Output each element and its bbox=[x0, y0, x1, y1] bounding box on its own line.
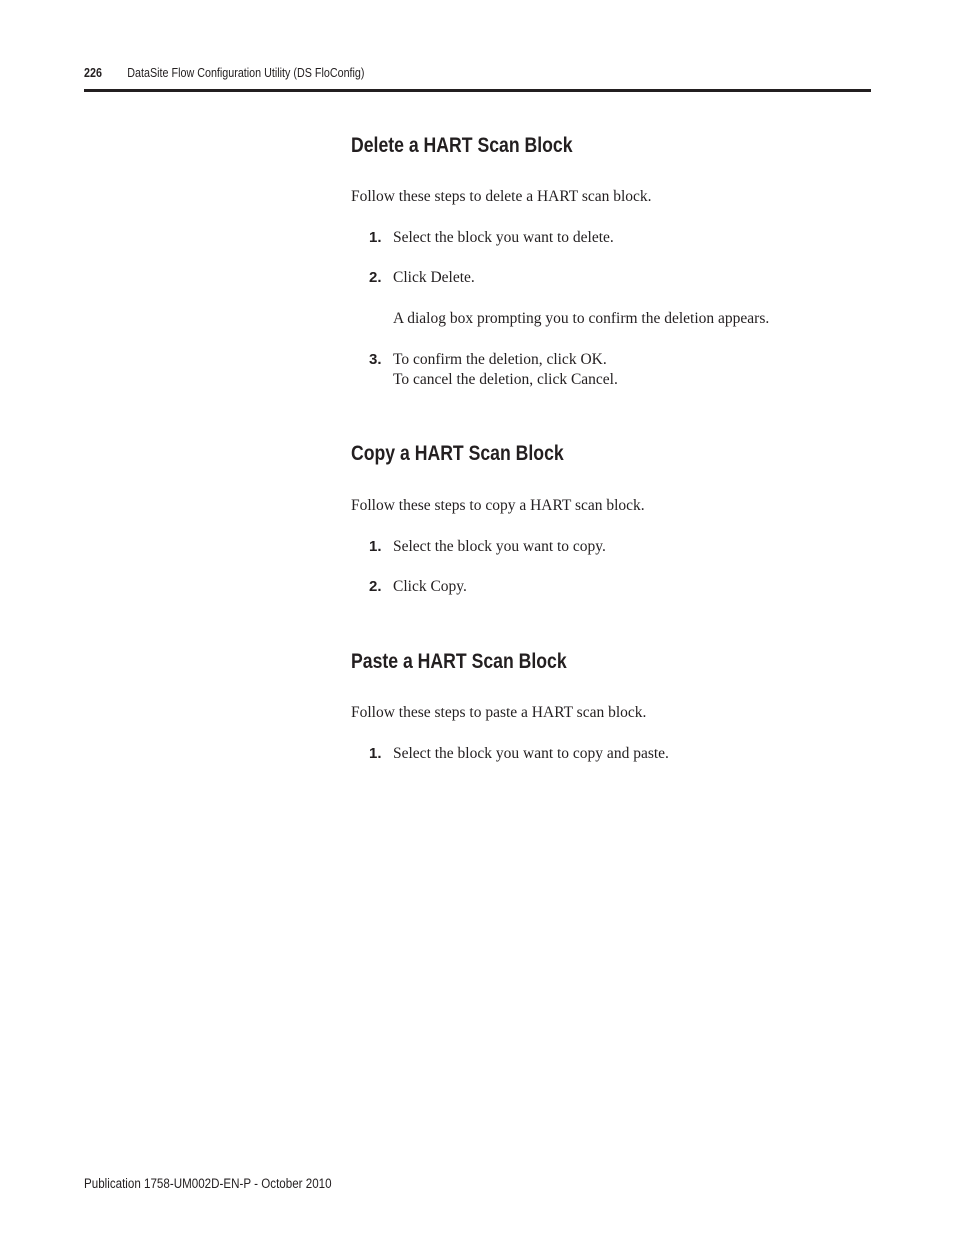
step-text: Select the block you want to copy. bbox=[393, 538, 606, 555]
header-rule bbox=[84, 89, 871, 92]
step-text: Click Delete. bbox=[393, 269, 475, 286]
step-number: 2. bbox=[369, 578, 382, 595]
step-text: Select the block you want to copy and paste. bbox=[393, 745, 669, 762]
step-number: 1. bbox=[369, 538, 382, 555]
step-number: 1. bbox=[369, 745, 382, 762]
section-intro-delete: Follow these steps to delete a HART scan block. bbox=[351, 188, 652, 205]
step-text: Select the block you want to delete. bbox=[393, 229, 614, 246]
page-footer: Publication 1758-UM002D-EN-P - October 2010 bbox=[84, 1176, 332, 1191]
page-number: 226 bbox=[84, 66, 102, 80]
step-text: Click Copy. bbox=[393, 578, 467, 595]
running-title: DataSite Flow Configuration Utility (DS FloConfig) bbox=[127, 66, 365, 80]
step-number: 2. bbox=[369, 269, 382, 286]
step-note: A dialog box prompting you to confirm the deletion appears. bbox=[393, 310, 770, 327]
step-text: To confirm the deletion, click OK. bbox=[393, 351, 607, 368]
section-title-copy: Copy a HART Scan Block bbox=[351, 442, 564, 465]
step-text-line-2: To cancel the deletion, click Cancel. bbox=[393, 371, 618, 388]
section-title-paste: Paste a HART Scan Block bbox=[351, 650, 567, 673]
step-number: 3. bbox=[369, 351, 382, 368]
section-title-delete: Delete a HART Scan Block bbox=[351, 134, 573, 157]
step-number: 1. bbox=[369, 229, 382, 246]
section-intro-copy: Follow these steps to copy a HART scan block. bbox=[351, 497, 645, 514]
section-intro-paste: Follow these steps to paste a HART scan block. bbox=[351, 704, 647, 721]
page-header bbox=[84, 66, 364, 80]
